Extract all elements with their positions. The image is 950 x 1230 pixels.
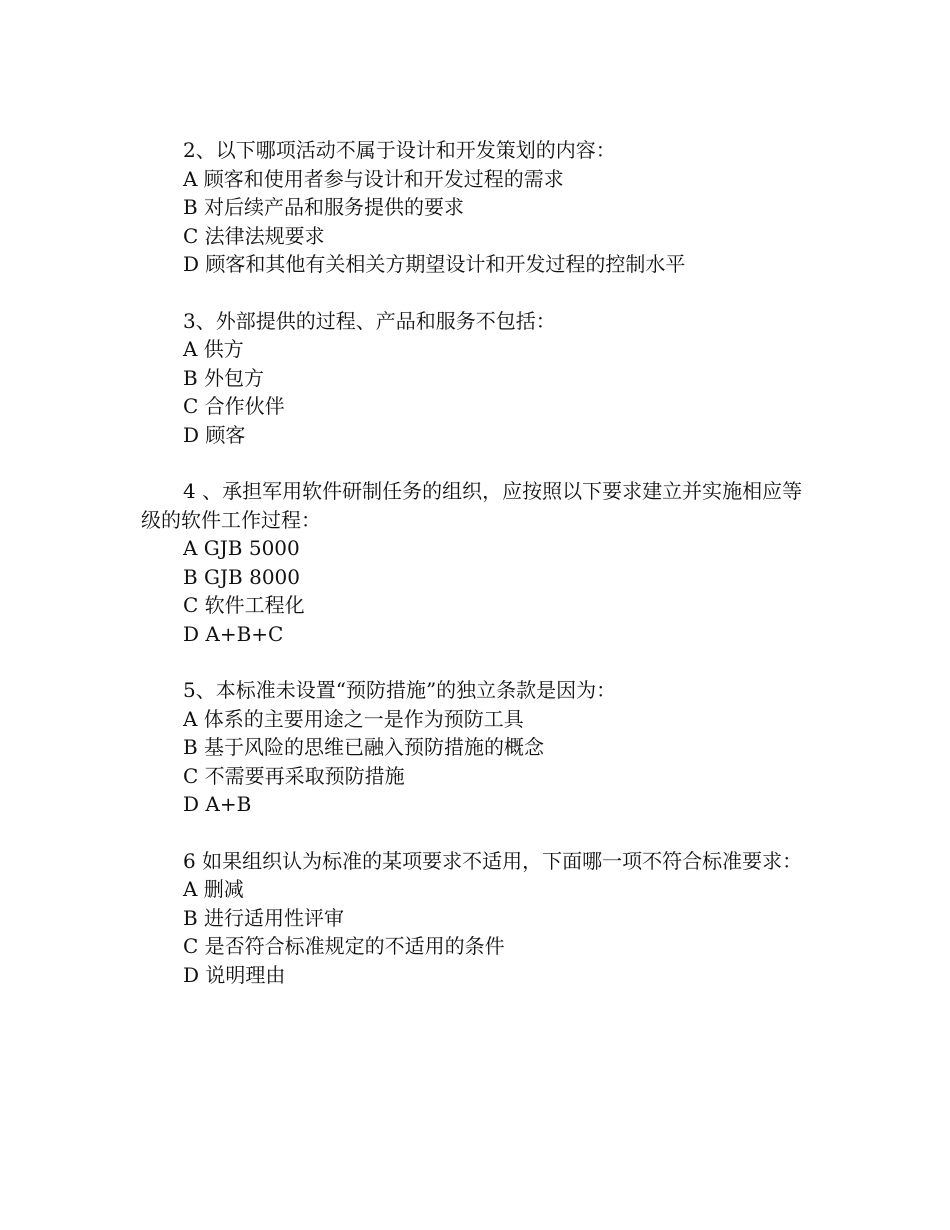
option-c: C 软件工程化 [183, 593, 305, 617]
option-c: C 法律法规要求 [183, 223, 325, 248]
question-3 [141, 307, 821, 450]
question-6 [141, 847, 821, 990]
question-stem: 4 、承担军用软件研制任务的组织，应按照以下要求建立并实施相应等级的软件工作过程： [141, 479, 803, 532]
option-b: B 基于风险的思维已融入预防措施的概念 [183, 735, 545, 759]
option-c: C 是否符合标准规定的不适用的条件 [183, 934, 505, 958]
option-b: B GJB 8000 [183, 564, 301, 589]
option-c: C 合作伙伴 [183, 394, 285, 418]
option-a: A 顾客和使用者参与设计和开发过程的需求 [183, 166, 564, 191]
option-d: D 顾客和其他有关相关方期望设计和开发过程的控制水平 [183, 252, 686, 276]
option-b: B 进行适用性评审 [183, 905, 345, 930]
option-d: D 说明理由 [183, 962, 286, 987]
option-d: D 顾客 [183, 422, 246, 447]
option-b: B 对后续产品和服务提供的要求 [183, 195, 465, 219]
option-c: C 不需要再采取预防措施 [183, 763, 405, 788]
question-stem: 5、本标准未设置“预防措施”的独立条款是因为： [183, 678, 617, 702]
question-stem: 2、以下哪项活动不属于设计和开发策划的内容： [183, 138, 616, 162]
question-5 [141, 676, 821, 819]
question-2 [141, 136, 821, 279]
option-a: A 删减 [183, 877, 244, 901]
option-d: D A+B+C [183, 621, 284, 646]
question-stem: 6 如果组织认为标准的某项要求不适用，下面哪一项不符合标准要求： [183, 848, 803, 873]
option-a: A 体系的主要用途之一是作为预防工具 [183, 706, 524, 731]
option-d: D A+B [183, 792, 252, 816]
option-a: A GJB 5000 [183, 536, 300, 560]
option-b: B 外包方 [183, 365, 265, 390]
question-list [141, 136, 821, 1017]
option-a: A 供方 [183, 337, 244, 361]
question-stem: 3、外部提供的过程、产品和服务不包括： [183, 308, 556, 333]
question-4 [141, 477, 821, 648]
